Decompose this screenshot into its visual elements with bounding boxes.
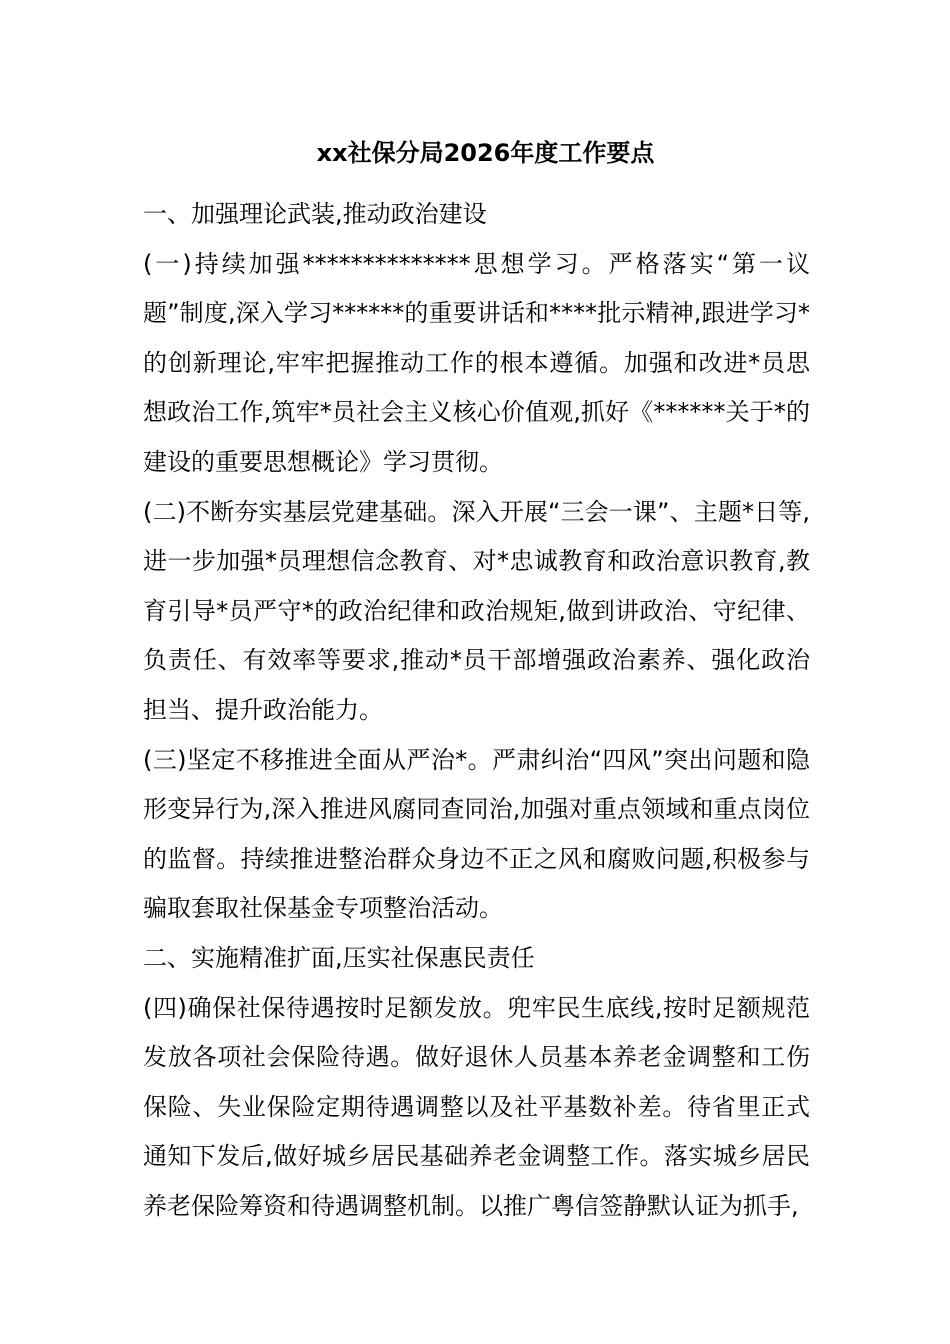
- section-heading: 一、加强理论武装,推动政治建设: [143, 200, 487, 228]
- document-title: xx社保分局2026年度工作要点: [316, 139, 655, 167]
- paragraph: (二)不断夯实基层党建基础。深入开展“三会一课”、主题*日等,进一步加强*员理想信念教育、对*忠诚教育和政治意识教育,教育引导*员严守*的政治纪律和政治规矩,做到讲政治、守纪律、负责任、有效率等要求,推动*员干部增强政治素养、强化政治担当、提升政治能力。: [143, 497, 810, 724]
- paragraph: (四)确保社保待遇按时足额发放。兜牢民生底线,按时足额规范发放各项社会保险待遇。做好退休人员基本养老金调整和工伤保险、失业保险定期待遇调整以及社平基数补差。待省里正式通知下发后,做好城乡居民基础养老金调整工作。落实城乡居民养老保险筹资和待遇调整机制。以推广粤信签静默认证为抓手,: [143, 993, 810, 1220]
- paragraph: (三)坚定不移推进全面从严治*。严肃纠治“四风”突出问题和隐形变异行为,深入推进风腐同查同治,加强对重点领域和重点岗位的监督。持续推进整治群众身边不正之风和腐败问题,积极参与骗取套取社保基金专项整治活动。: [143, 745, 810, 923]
- section-heading: 二、实施精准扩面,压实社保惠民责任: [143, 943, 535, 972]
- section-2: [143, 934, 810, 1232]
- section-1: [143, 190, 810, 934]
- paragraph: (一)持续加强**************思想学习。严格落实“第一议题”制度,深入学习******的重要讲话和****批示精神,跟进学习*的创新理论,牢牢把握推动工作的根本遵循。加强和改进*员思想政治工作,筑牢*员社会主义核心价值观,抓好《******关于*的建设的重要思想概论》学习贯彻。: [143, 249, 810, 476]
